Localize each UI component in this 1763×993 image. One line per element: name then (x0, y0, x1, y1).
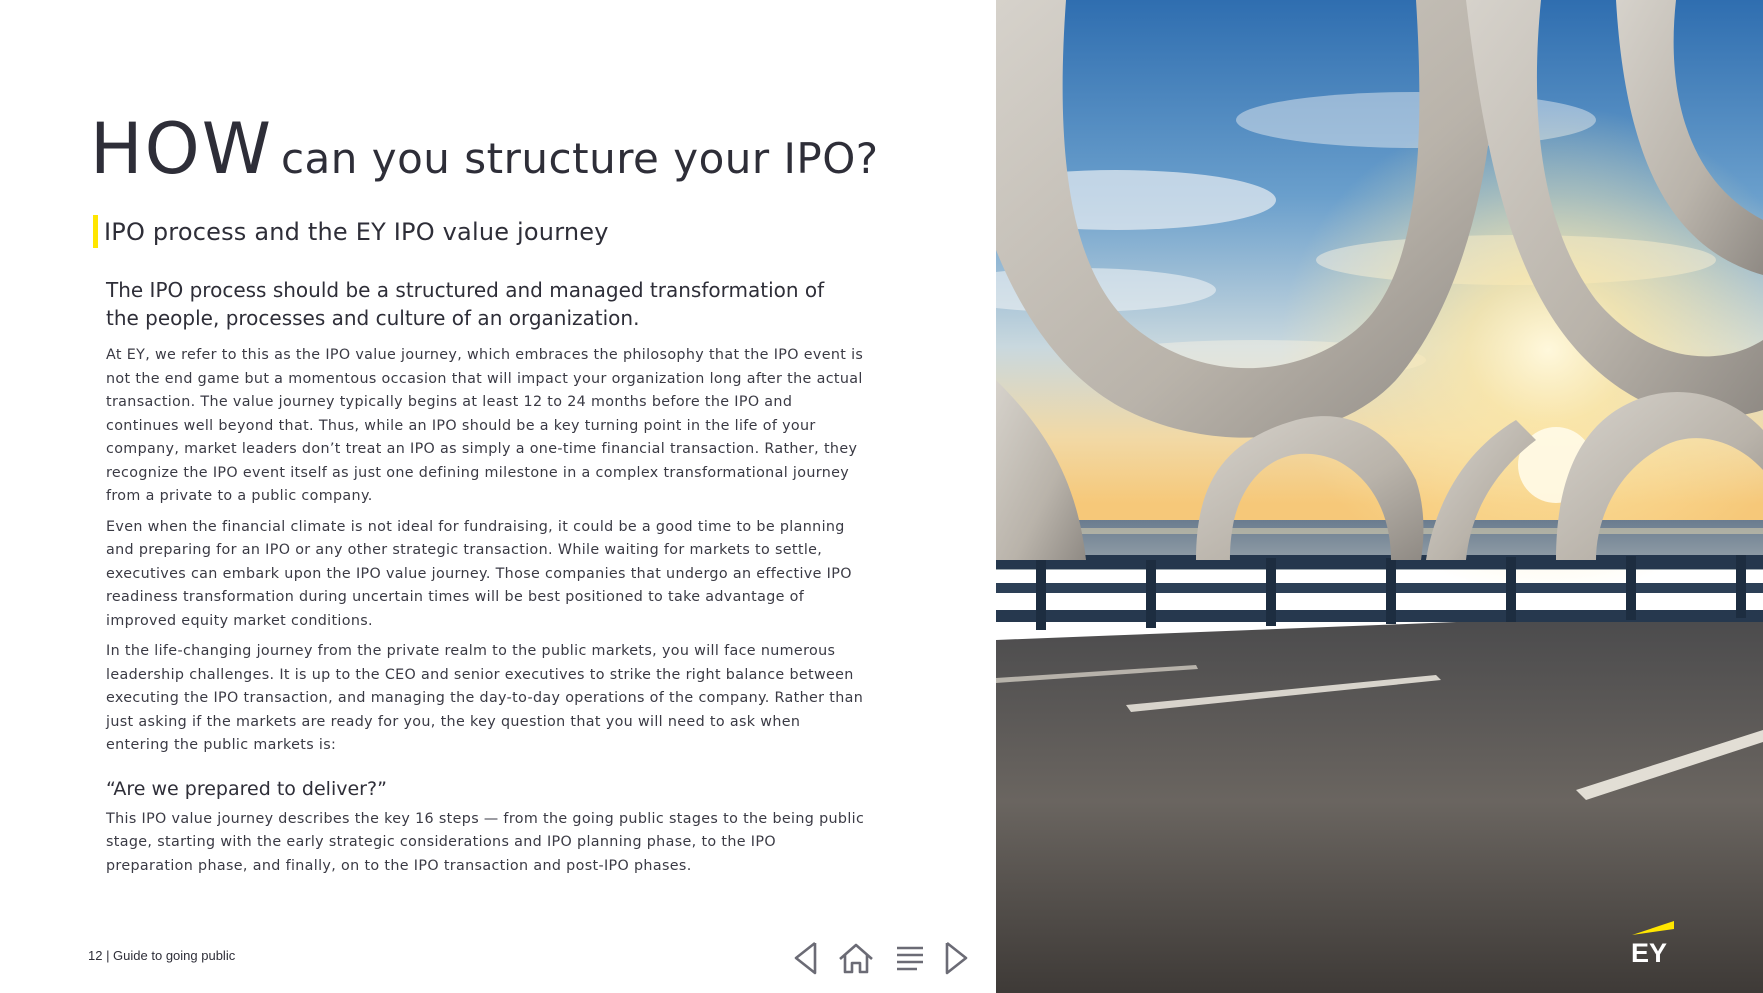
lead-paragraph: The IPO process should be a structured and managed transformation of the people, processes and culture of an organization. (106, 278, 825, 330)
ey-logo-mark (1628, 918, 1678, 968)
contents-button[interactable] (890, 938, 930, 978)
accent-bar (93, 215, 98, 248)
home-icon (837, 942, 875, 974)
section-subhead-text: IPO process and the EY IPO value journey (104, 217, 609, 246)
pull-quote: “Are we prepared to deliver?” (106, 777, 387, 800)
ey-logo (1628, 918, 1678, 968)
body-paragraph-1: At EY, we refer to this as the IPO value journey, which embraces the philosophy that the IPO event is not the end game but a momentous occasion that will impact your organization long after the actual transaction. The value journey typically begins at least 12 to 24 months before the IPO and continues well beyond that. Thus, while an IPO should be a key turning point in the life of your company, market leaders don’t treat an IPO as simply a one-time financial transaction. Rather, they recognize the IPO event itself as just one defining milestone in a complex transformational journey from a private to a public company. (106, 347, 864, 504)
next-icon (941, 941, 971, 975)
ey-logo-text: EY (1631, 938, 1668, 968)
next-page-button[interactable] (936, 938, 976, 978)
contents-icon (895, 944, 925, 972)
closing-paragraph: This IPO value journey describes the key 16 steps — from the going public stages to the being public stage, starting with the early strategic considerations and IPO planning phase, to the IPO preparation phase, and finally, on to the IPO transaction and post-IPO phases. (106, 810, 865, 874)
home-button[interactable] (836, 938, 876, 978)
cover-photo (996, 0, 1763, 993)
body-paragraph-2: Even when the financial climate is not ideal for fundraising, it could be a good time to be planning and preparing for an IPO or any other strategic transaction. While waiting for markets to settle, executives can embark upon the IPO value journey. Those companies that undergo an effective IPO readiness transformation during uncertain times will be best positioned to take advantage of improved equity market conditions. (106, 518, 852, 629)
page-title-rest: can you structure your IPO? (280, 134, 879, 183)
page-footer-label: 12 | Guide to going public (88, 948, 236, 963)
bridge-photo-illustration (996, 0, 1763, 993)
body-text (106, 276, 876, 885)
body-paragraph-3: In the life-changing journey from the private realm to the public markets, you will face numerous leadership challenges. It is up to the CEO and senior executives to strike the right balance between executing the IPO transaction, and managing the day-to-day operations of the company. Rather than just asking if the markets are ready for you, the key question that you will need to ask when entering the public markets is: (106, 643, 864, 753)
page-title (90, 108, 879, 190)
page-title-emphasis: HOW (90, 108, 273, 190)
previous-page-button[interactable] (786, 938, 826, 978)
previous-icon (791, 941, 821, 975)
section-subhead (93, 215, 609, 248)
